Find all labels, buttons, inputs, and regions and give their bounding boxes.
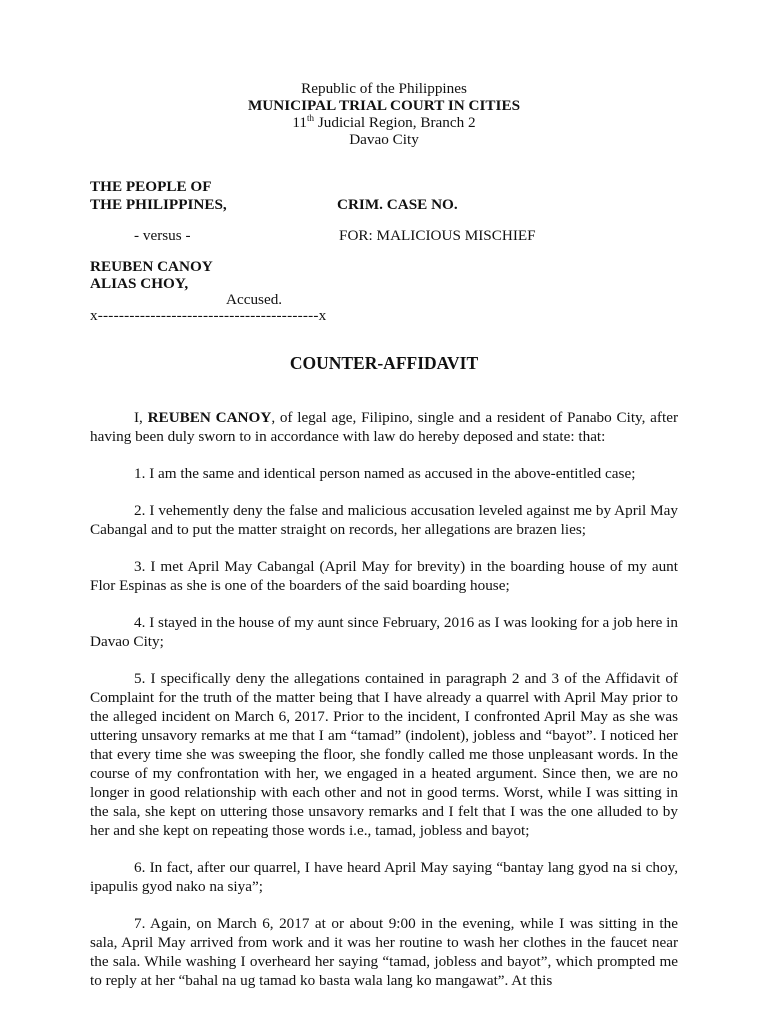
paragraph-3: 3. I met April May Cabangal (April May for brevity) in the boarding house of my aunt Flor Espinas as she is one of the boarders of the said boarding house; [90,558,678,594]
court-name: MUNICIPAL TRIAL COURT IN CITIES [247,97,521,114]
plaintiff-line-1: THE PEOPLE OF [90,178,212,195]
affidavit-body [90,408,678,1008]
judicial-region-line: 11th Judicial Region, Branch 2 [292,112,476,131]
republic-line: Republic of the Philippines [301,80,467,97]
accused-alias: ALIAS CHOY, [90,275,189,292]
versus-label: - versus - [134,227,191,244]
paragraph-2: 2. I vehemently deny the false and malicious accusation leveled against me by April May Cabangal and to put the matter straight on records, her allegations are brazen lies; [90,502,678,538]
caption-divider: x------------------------------------------x [90,307,327,324]
intro-paragraph: I, REUBEN CANOY, of legal age, Filipino, single and a resident of Panabo City, after having been duly sworn to in accordance with law do hereby deposed and state: that: [90,409,678,445]
plaintiff-line-2: THE PHILIPPINES, [90,196,227,213]
paragraph-1: 1. I am the same and identical person named as accused in the above-entitled case; [134,465,636,482]
accused-name: REUBEN CANOY [90,258,213,275]
offense-label: FOR: MALICIOUS MISCHIEF [339,227,536,244]
paragraph-4: 4. I stayed in the house of my aunt since February, 2016 as I was looking for a job here in Davao City; [90,614,678,650]
city-line: Davao City [349,131,419,148]
paragraph-7: 7. Again, on March 6, 2017 at or about 9:00 in the evening, while I was sitting in the sala, April May arrived from work and it was her routine to wash her clothes in the faucet near the sala. While washing I overheard her saying “tamad, jobless and bayot”, which prompted me to reply at her “bahal na ug tamad ko basta wala lang ko mangawat”. At this [90,915,678,989]
paragraph-5: 5. I specifically deny the allegations contained in paragraph 2 and 3 of the Affidavit of Complaint for the truth of the matter being that I have already a quarrel with April May prior to the alleged incident on March 6, 2017. Prior to the incident, I confronted April May as she was uttering unsavory remarks at me that I am “tamad” (indolent), jobless and “bayot”. I noticed her that every time she was sweeping the floor, she fondly called me those unpleasant words. In the course of my confrontation with her, we engaged in a heated argument. Since then, we are no longer in good relationship with each other and not in good terms. Worst, while I was sitting in the sala, she kept on uttering those unsavory remarks and I felt that I was the one alluded to by her and she kept on repeating those words i.e., tamad, jobless and bayot; [90,670,678,839]
document-title: COUNTER-AFFIDAVIT [289,353,479,373]
accused-label: Accused. [226,291,283,308]
paragraph-6: 6. In fact, after our quarrel, I have heard April May saying “bantay lang gyod na si choy, ipapulis gyod nako na siya”; [90,859,678,895]
case-number-label: CRIM. CASE NO. [337,196,458,213]
court-header [0,80,768,148]
